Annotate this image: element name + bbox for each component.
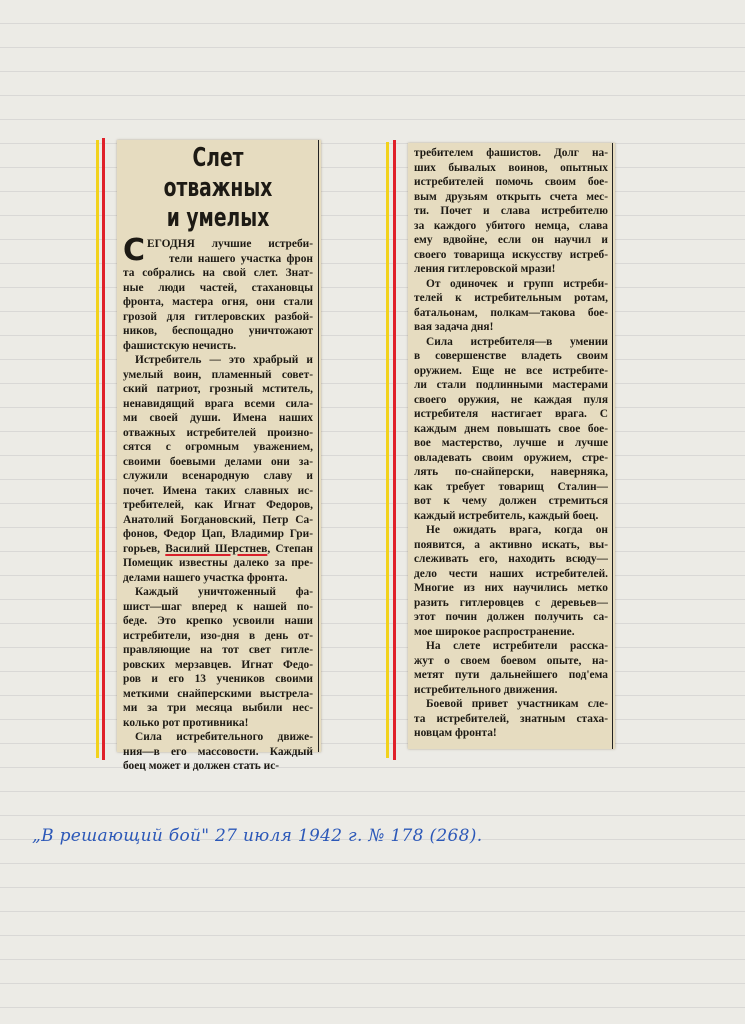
text-line: На слете истребители расска- [426,640,608,652]
text-line: дело чести наших истребителей. [414,567,608,580]
text-line: беде. Это крепко усвоили наши [123,615,313,627]
text-line: ми за три месяца выбили нес- [123,702,313,714]
text-line: своего оружия, не каждая пуля [414,393,608,406]
article-title-line-1: Слет отважных [163,143,273,203]
text-line: ния—в его массовости. Каждый [123,745,313,758]
text-line: ников, беспощадно уничтожают [123,325,313,337]
text-line: ский патриот, грозный мститель, [123,383,313,395]
text-line: ших бывалых воинов, опытных [414,161,608,174]
text-line: Боевой привет участникам сле- [426,698,608,710]
text-line: правляющие на тот свет гитле- [123,644,313,656]
text-line: колько рот противника! [123,716,249,729]
text-line: Сила истребителя—в умении [426,335,608,348]
text-line: своего товарища искусству истреб- [414,248,608,261]
text-line: за каждого убитого немца, слава [414,219,608,232]
margin-line-red-left [102,138,105,760]
text-line: умелый воин, пламенный совет- [123,368,313,381]
newspaper-clipping-column-2 [408,143,615,749]
text-line: шист—шаг вперед к нашей по- [123,600,313,613]
text-line: фонов, Федор Цап, Владимир Гри- [123,528,313,540]
drop-cap: С [123,233,146,268]
text-line: горьев, Василий Шерстнев, Степан [123,542,313,555]
text-line: вым друзьям открыть счета мес- [414,190,608,203]
margin-line-yellow-right [386,142,389,758]
text-line: истребительного движения. [414,683,558,696]
text-line: ти. Почет и слава истребителю [414,205,608,217]
text-line: каждый истребитель, каждый боец. [414,509,599,522]
text-line: телей к истребительным ротам, [414,292,608,304]
text-line: Сила истребительного движе- [135,731,313,743]
text-line: та истребителей, знатным стаха- [414,712,608,725]
margin-line-red-right [393,140,396,760]
column-rule [612,143,613,749]
text-line: требителей, как Игнат Федоров, [123,499,313,511]
text-line: метят пути дальнейшего под'ема [414,669,608,681]
text-line: ления гитлеровской мрази! [414,263,556,275]
text-line: батальонам, полкам—такова бое- [414,306,608,319]
text-line: Анатолий Богдановский, Петр Са- [123,513,313,526]
text-line: Каждый уничтоженный фа- [135,586,313,598]
text-line: мое широкое распространение. [414,625,575,638]
text-line: своими боевыми делами они за- [123,455,313,468]
text-line: фашистскую нечисть. [123,339,237,352]
text-line: ему вдвойне, если он научил и [414,234,608,246]
text-line: вот к чему должен стремиться [414,495,608,507]
text-line: ные люди частей, стахановцы [123,281,313,294]
text-line: ров и его 13 учеников своими [123,673,313,685]
newspaper-clipping-column-1 [117,140,321,772]
text-line: делами нашего участка фронта. [123,571,288,584]
article-body-column-2 [414,146,608,741]
text-line: новцам фронта! [414,727,497,739]
text-line: каждым днем повышать свое бое- [414,422,608,435]
text-line: лять по-снайперски, наверняка, [414,466,608,478]
text-line: жут о своем боевом опыте, на- [414,654,608,667]
text-line: оружием. Еще не все истребите- [414,364,608,377]
text-line: фронта, мастера огня, они стали [123,296,313,308]
text-line: Многие из них научились метко [414,582,608,594]
article-body-column-1 [123,233,313,774]
article-title-line-2: и умелых [166,203,270,233]
text-line: Истребитель — это храбрый и [135,354,313,366]
text-line: ненавидящий врага всеми сила- [123,397,313,410]
text-line: овладевать своим оружием, стре- [414,451,608,464]
text-line: отважных истребителей произно- [123,426,313,439]
text-line: как требует товарищ Сталин— [414,480,608,493]
text-line: ЕГОДНЯ лучшие истреби- [147,238,313,250]
text-line: истребителей помочь своим бое- [414,176,608,188]
text-line: сятся с огромным уважением, [123,441,313,453]
text-line: истребители, изо-дня в день от- [123,629,313,642]
margin-line-yellow-left [96,140,99,758]
text-line: этот почин должен получить са- [414,611,608,623]
text-line: требителем фашистов. Долг на- [414,147,608,159]
text-line: вая задача дня! [414,321,494,333]
text-line: служили всенародную славу и [123,470,313,482]
text-line: слеживать его, находить всюду— [414,553,608,565]
text-line: разить гитлеровцев с деревьев— [414,596,608,609]
text-line: Не ожидать врага, когда он [426,524,608,536]
text-line: в совершенстве владеть своим [414,350,608,362]
text-line: ровских мерзавцев. Игнат Федо- [123,658,313,671]
text-line: почет. Имена таких славных ис- [123,484,313,497]
text-line: боец может и должен стать ис- [123,760,280,772]
text-line: меткими снайперскими выстрела- [123,687,313,700]
underlined-name: Василий Шерстнев [165,542,268,555]
text-line: Помещик известны далеко за пре- [123,557,313,569]
column-rule [318,140,319,752]
text-line: истребителя настигает врага. С [414,408,608,420]
text-line: ми своей души. Имена наших [123,412,313,424]
text-line: грозой для гитлеровских разбой- [123,310,313,323]
handwritten-source-caption: „В решающий бой" 27 июля 1942 г. № 178 (268). [32,826,483,846]
text-line: появится, а активно искать, вы- [414,538,608,551]
text-line: та собрались на свой слет. Знат- [123,267,313,279]
text-line: ли стали подлинными мастерами [414,379,608,391]
text-line: тели нашего участка фрон [169,252,313,265]
text-line: От одиночек и групп истреби- [426,277,608,290]
text-line: вое мастерство, лучше и лучше [414,437,608,449]
